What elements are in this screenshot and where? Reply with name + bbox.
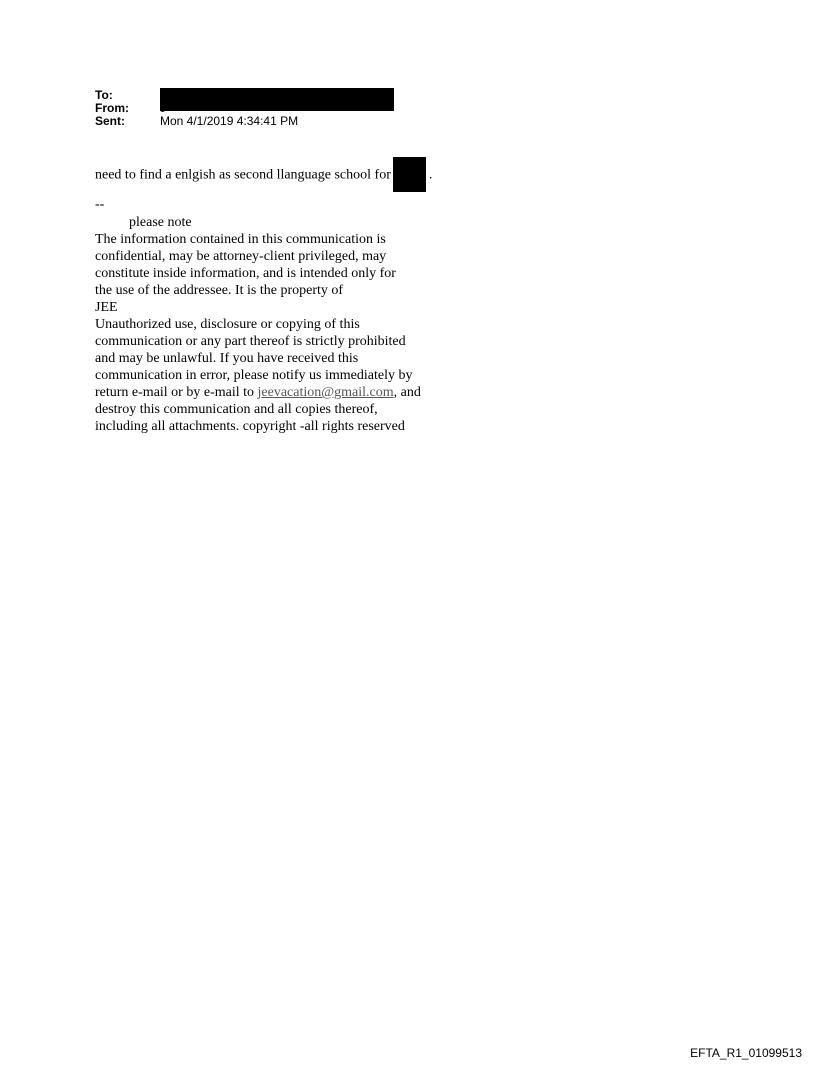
notice-line: The information contained in this communication is [95,232,386,247]
notice-line: destroy this communication and all copies thereof, [95,402,378,417]
return-suffix: , and [393,385,421,400]
to-value [160,89,394,115]
notice-line: communication or any part thereof is strictly prohibited [95,334,406,349]
sent-label: Sent: [95,114,125,128]
notice-line: communication in error, please notify us immediately by [95,368,413,383]
notice-line: Unauthorized use, disclosure or copying of this [95,317,360,332]
redaction-block [393,157,426,192]
notice-line: JEE [95,300,118,315]
message-text: need to find a enlgish as second llanguage school for [95,167,391,183]
notice-line [95,384,421,401]
sent-row [95,115,394,128]
sent-value: Mon 4/1/2019 4:34:41 PM [160,114,299,128]
message-line [95,158,432,193]
notice-line: the use of the addressee. It is the property of [95,283,344,298]
note-heading: please note [129,215,192,230]
email-link[interactable]: jeevacation@gmail.com [257,385,394,400]
notice-line: including all attachments. copyright -all rights reserved [95,419,405,434]
email-header [95,89,394,128]
notice-line: confidential, may be attorney-client privileged, may [95,249,387,264]
to-row [95,89,394,102]
return-prefix: return e-mail or by e-mail to [95,385,258,400]
from-label: From: [95,101,129,115]
to-label: To: [95,88,113,102]
document-id: EFTA_R1_01099513 [690,1046,802,1060]
notice-line: constitute inside information, and is intended only for [95,266,396,281]
confidentiality-notice [95,214,421,435]
signature-separator: -- [95,197,105,212]
redaction-block [160,88,394,111]
message-period: . [428,167,433,183]
notice-line: and may be unlawful. If you have received this [95,351,359,366]
